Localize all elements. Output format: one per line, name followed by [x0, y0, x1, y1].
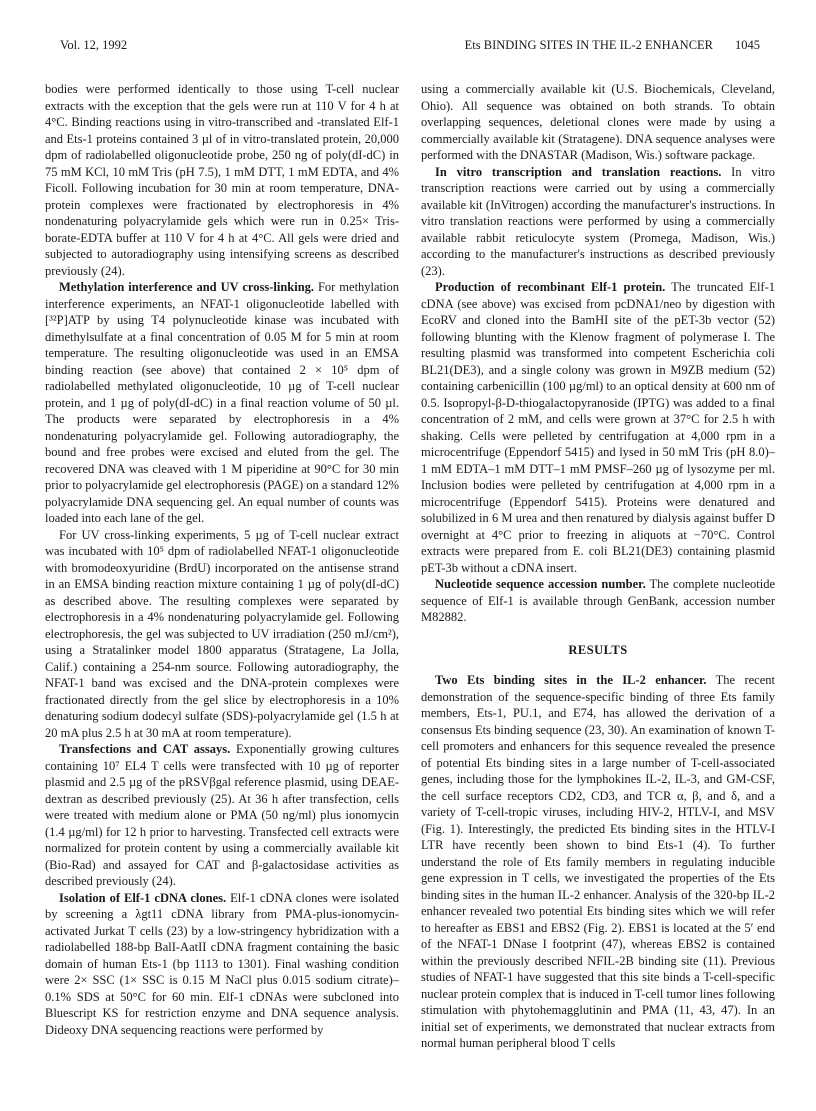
left-column — [45, 81, 399, 1038]
paragraph: using a commercially available kit (U.S. Biochemicals, Cleveland, Ohio). All sequence was obtained on both strands. To obtain overlapping sequences, deletional clones were made by using a commercially available kit (Stratagene). DNA sequence analyses were performed with the DNASTAR (Madison, Wis.) software package. — [421, 82, 775, 162]
paragraph: bodies were performed identically to those using T-cell nuclear extracts with the exception that the gels were run at 110 V for 4 h at 4°C. Binding reactions using in vitro-transcribed and -translated Elf-1 and Ets-1 proteins contained 3 µl of in vitro-translated protein, 20,000 dpm of radiolabelled oligonucleotide probe, 250 ng of poly(dI-dC) in 75 mM KCl, 10 mM Tris (pH 7.5), 1 mM DTT, 1 mM EDTA, and 4% Ficoll. Following incubation for 30 min at room temperature, DNA-protein complexes were fractionated by electrophoresis in 4% nondenaturing polyacrylamide gels which were run in 0.25× Tris-borate-EDTA buffer at 110 V for 4 h at 4°C. All gels were dried and subjected to autoradiography using intensifying screens as described previously (24). — [45, 82, 399, 278]
paragraph — [421, 576, 775, 626]
paragraph-body: The truncated Elf-1 cDNA (see above) was excised from pcDNA1/neo by digestion with EcoRV and cloned into the BamHI site of the pET-3b vector (52) following blunting with the Klenow fragment of polymerase I. The resulting plasmid was transformed into competent Escherichia coli BL21(DE3), and a single colony was grown in M9ZB medium (52) containing carbenicillin (100 µg/ml) to an optical density at 600 nm of 0.5. Isopropyl-β-D-thiogalactopyranoside (IPTG) was added to a final concentration of 2 mM, and cells were grown at 37°C for 2.5 h with shaking. Cells were pelleted by centrifugation at 4,000 rpm in a microcentrifuge (Eppendorf 5415) and lysed in 50 mM Tris (pH 8.0)–1 mM EDTA–1 mM DTT–1 mM PMSF–260 µg of lysozyme per ml. Inclusion bodies were pelleted by centrifugation at 4,000 rpm in a microcentrifuge (Eppendorf 5415). Proteins were denatured and solubilized in 6 M urea and then renatured by dialysis against buffer D overnight at 4°C prior to freezing in aliquots at −70°C. Control extracts were prepared from E. coli BL21(DE3) containing plasmid pET-3b without a cDNA insert. — [421, 280, 775, 575]
section-heading: Transfections and CAT assays. — [59, 742, 231, 756]
paragraph: For UV cross-linking experiments, 5 µg of T-cell nuclear extract was incubated with 10⁵ dpm of radiolabelled NFAT-1 oligonucleotide with bromodeoxyuridine (BrdU) incorporated on the antisense strand in an EMSA binding reaction mixture containing 1 µg of poly(dI-dC) as described above. The resulting complexes were separated by electrophoresis in a 4% nondenaturing polyacrylamide gel. Following electrophoresis, the gel was subjected to UV irradiation (250 mJ/cm²), using a Stratalinker model 1800 apparatus (Stratagene, La Jolla, Calif.) containing a 254-nm source. Following autoradiography, the NFAT-1 band was excised and the DNA-protein complexes were fractionated directly from the gel slice by electrophoresis in a 10% denaturing sodium dodecyl sulfate (SDS)-polyacrylamide gel (1.5 h at 20 mA plus 2.5 h at 30 mA at room temperature). — [45, 527, 399, 740]
section-heading: Nucleotide sequence accession number. — [435, 577, 646, 591]
paragraph-body: For methylation interference experiments, an NFAT-1 oligonucleotide labelled with [³²P]ATP by using T4 polynucleotide kinase was incubated with dimethylsulfate at a final concentration of 0.05 M for 5 min at room temperature. The resulting oligonucleotide was used in an EMSA binding reaction (see above) that contained 2 × 10⁵ dpm of radiolabelled methylated oligonucleotide, 10 µg of T-cell nuclear protein, and 1 µg of poly(dI-dC) in a final reaction volume of 50 µl. The products were separated by electrophoresis in a 4% nondenaturing polyacrylamide gel. Following autoradiography, the bound and free probes were excised and eluted from the gel. The recovered DNA was cleaved with 1 M piperidine at 90°C for 30 min prior to polyacrylamide gel electrophoresis (PAGE) on a standard 12% polyacrylamide DNA sequencing gel. An equal number of counts was loaded into each lane of the gel. — [45, 280, 400, 525]
paragraph — [45, 741, 399, 890]
paragraph-body: The complete nucleotide sequence of Elf-1 is available through GenBank, accession number M82882. — [421, 577, 775, 624]
running-title: Ets BINDING SITES IN THE IL-2 ENHANCER — [464, 38, 713, 52]
right-column — [421, 81, 775, 1052]
section-heading: Production of recombinant Elf-1 protein. — [435, 280, 666, 294]
section-heading: Isolation of Elf-1 cDNA clones. — [59, 890, 227, 905]
journal-volume: Vol. 12, 1992 — [60, 38, 128, 52]
page-number: 1045 — [735, 38, 760, 52]
paragraph-body: The recent demonstration of the sequence-specific binding of three Ets family members, Ets-1, PU.1, and E74, has allowed the derivation of a consensus Ets binding sequence (23, 30). An examination of known T-cell promoters and enhancers for this sequence revealed the presence of potential Ets binding sites in a large number of T-cell-associated genes, including those for the lymphokines IL-2, IL-3, and GM-CSF, the cell surface receptors CD2, CD3, and TCR α, β, and δ, and a variety of T-cell-tropic viruses, including HIV-2, HTLV-I, and MSV (Fig. 1). Interestingly, the predicted Ets binding sites in the HTLV-I LTR have recently been shown to bind Ets-1 (4). To further understand the role of Ets family members in regulating inducible gene expression in T cells, we investigated the properties of the Ets binding sites in the human IL-2 enhancer. Analysis of the 320-bp IL-2 enhancer revealed two potential Ets binding sites which we will refer to hereafter as EBS1 and EBS2 (Fig. 2). EBS1 is located at the 5′ end of the NFAT-1 DNase I footprint (47), whereas EBS2 is contained within the previously described NFIL-2B binding site (11). Previous studies of NFAT-1 have suggested that this site binds a T-cell-specific nuclear protein complex that is induced in T-cell tumor lines following stimulation with phytohemagglutinin and PMA (11, 43, 47). In an initial set of experiments, we demonstrated that nuclear extracts from normal human peripheral blood T cells — [421, 673, 775, 1050]
section-heading: Methylation interference and UV cross-linking. — [59, 280, 315, 294]
paragraph — [45, 279, 399, 527]
paragraph — [421, 279, 775, 576]
running-header — [60, 38, 760, 58]
paragraph-body: Elf-1 cDNA clones were isolated by screening a λgt11 cDNA library from PMA-plus-ionomycin-activated Jurkat T cells (23) by a low-stringency hybridization with a radiolabelled 188-bp BalI-AatII cDNA fragment containing the basic domain of human Ets-1 (bp 1113 to 1301). Final washing condition were 2× SSC (1× SSC is 0.15 M NaCl plus 0.015 sodium citrate)–0.1% SDS at 50°C for 60 min. Elf-1 cDNAs were subcloned into Bluescript KS for restriction enzyme and DNA sequence analysis. Dideoxy DNA sequencing reactions were performed by — [45, 890, 399, 1037]
section-heading: Two Ets binding sites in the IL-2 enhancer. — [435, 673, 707, 687]
paragraph-body: In vitro transcription reactions were carried out by using a commercially available kit (InVitrogen) according the manufacturer's instructions. In vitro translation reactions were performed by using a commercially available rabbit reticulocyte system (Promega, Madison, Wis.) according to the manufacturer's instructions as described previously (23). — [421, 164, 775, 278]
results-heading: RESULTS — [568, 642, 628, 657]
paragraph-body: Exponentially growing cultures containing 10⁷ EL4 T cells were transfected with 10 µg of reporter plasmid and 2.5 µg of the pRSVβgal reference plasmid, using DEAE-dextran as described previously (25). At 36 h after transfection, cells were treated with medium alone or PMA (50 ng/ml) plus ionomycin (1.4 µg/ml) for 12 h prior to harvesting. Transfected cell extracts were normalized for protein content by using a commercially available kit (Bio-Rad) and assayed for CAT and β-galactosidase activities as described previously (24). — [45, 742, 399, 888]
paragraph — [45, 890, 399, 1039]
paragraph — [421, 164, 775, 280]
paragraph — [421, 672, 775, 1052]
section-heading: In vitro transcription and translation reactions. — [435, 164, 722, 179]
header-right — [465, 38, 760, 53]
